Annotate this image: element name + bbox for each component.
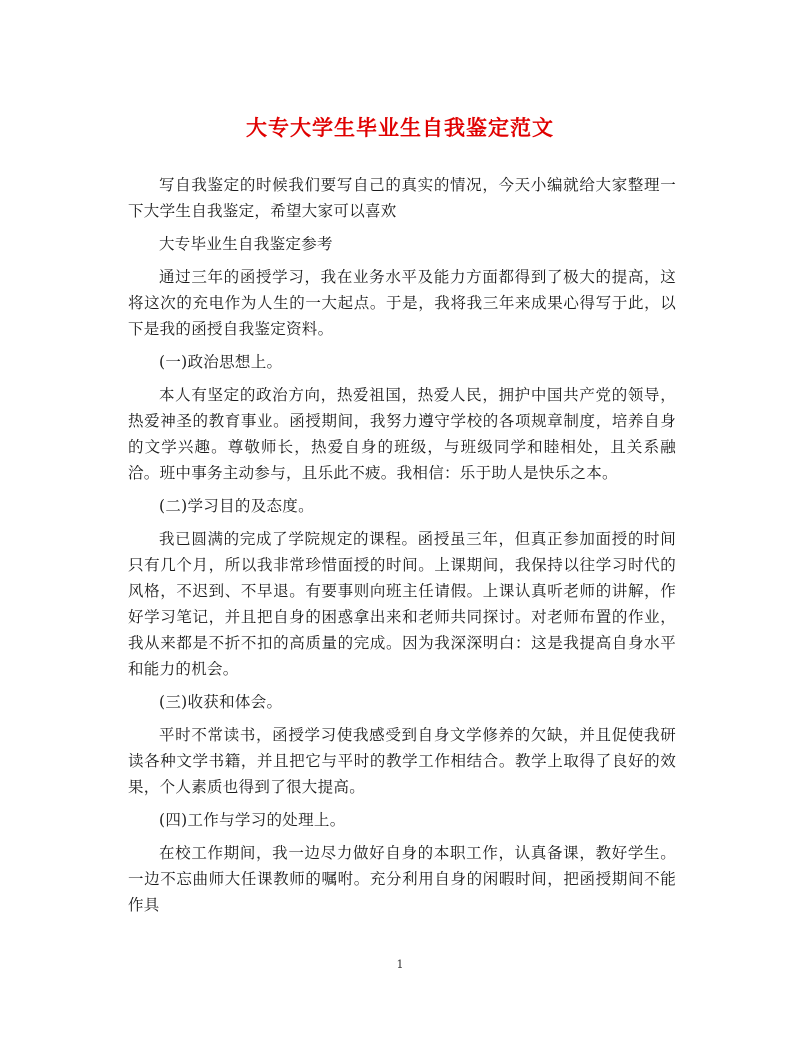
- document-body: [128, 172, 676, 925]
- page-number: 1: [396, 958, 404, 971]
- body-paragraph: 通过三年的函授学习，我在业务水平及能力方面都得到了极大的提高，这将这次的充电作为人生的一大起点。于是，我将我三年来成果心得写于此，以下是我的函授自我鉴定资料。: [128, 268, 676, 338]
- intro-paragraph: 写自我鉴定的时候我们要写自己的真实的情况，今天小编就给大家整理一下大学生自我鉴定，希望大家可以喜欢: [128, 176, 676, 220]
- body-paragraph: 在校工作期间，我一边尽力做好自身的本职工作，认真备课，教好学生。一边不忘曲师大任课教师的嘱咐。充分利用自身的闲暇时间，把函授期间不能作具: [128, 844, 676, 914]
- body-paragraph: 我已圆满的完成了学院规定的课程。函授虽三年，但真正参加面授的时间只有几个月，所以我非常珍惜面授的时间。上课期间，我保持以往学习时代的风格，不迟到、不早退。有要事则向班主任请假。上课认真听老师的讲解，作好学习笔记，并且把自身的困惑拿出来和老师共同探讨。对老师布置的作业，我从来都是不折不扣的高质量的完成。因为我深深明白：这是我提高自身水平和能力的机会。: [128, 530, 676, 678]
- section-heading: (三)收获和体会。: [159, 693, 283, 711]
- body-paragraph: 本人有坚定的政治方向，热爱祖国，热爱人民，拥护中国共产党的领导，热爱神圣的教育事业。函授期间，我努力遵守学校的各项规章制度，培养自身的文学兴趣。尊敬师长，热爱自身的班级，与班级同学和睦相处，且关系融洽。班中事务主动参与，且乐此不疲。我相信：乐于助人是快乐之本。: [128, 386, 676, 482]
- section-heading: (四)工作与学习的处理上。: [159, 811, 346, 829]
- body-paragraph: 平时不常读书，函授学习使我感受到自身文学修养的欠缺，并且促使我研读各种文学书籍，并且把它与平时的教学工作相结合。教学上取得了良好的效果，个人素质也得到了很大提高。: [128, 726, 676, 796]
- section-heading: (一)政治思想上。: [159, 353, 283, 371]
- section-heading: (二)学习目的及态度。: [159, 497, 314, 515]
- document-title: 大专大学生毕业生自我鉴定范文: [246, 115, 554, 140]
- section-heading: 大专毕业生自我鉴定参考: [159, 235, 333, 253]
